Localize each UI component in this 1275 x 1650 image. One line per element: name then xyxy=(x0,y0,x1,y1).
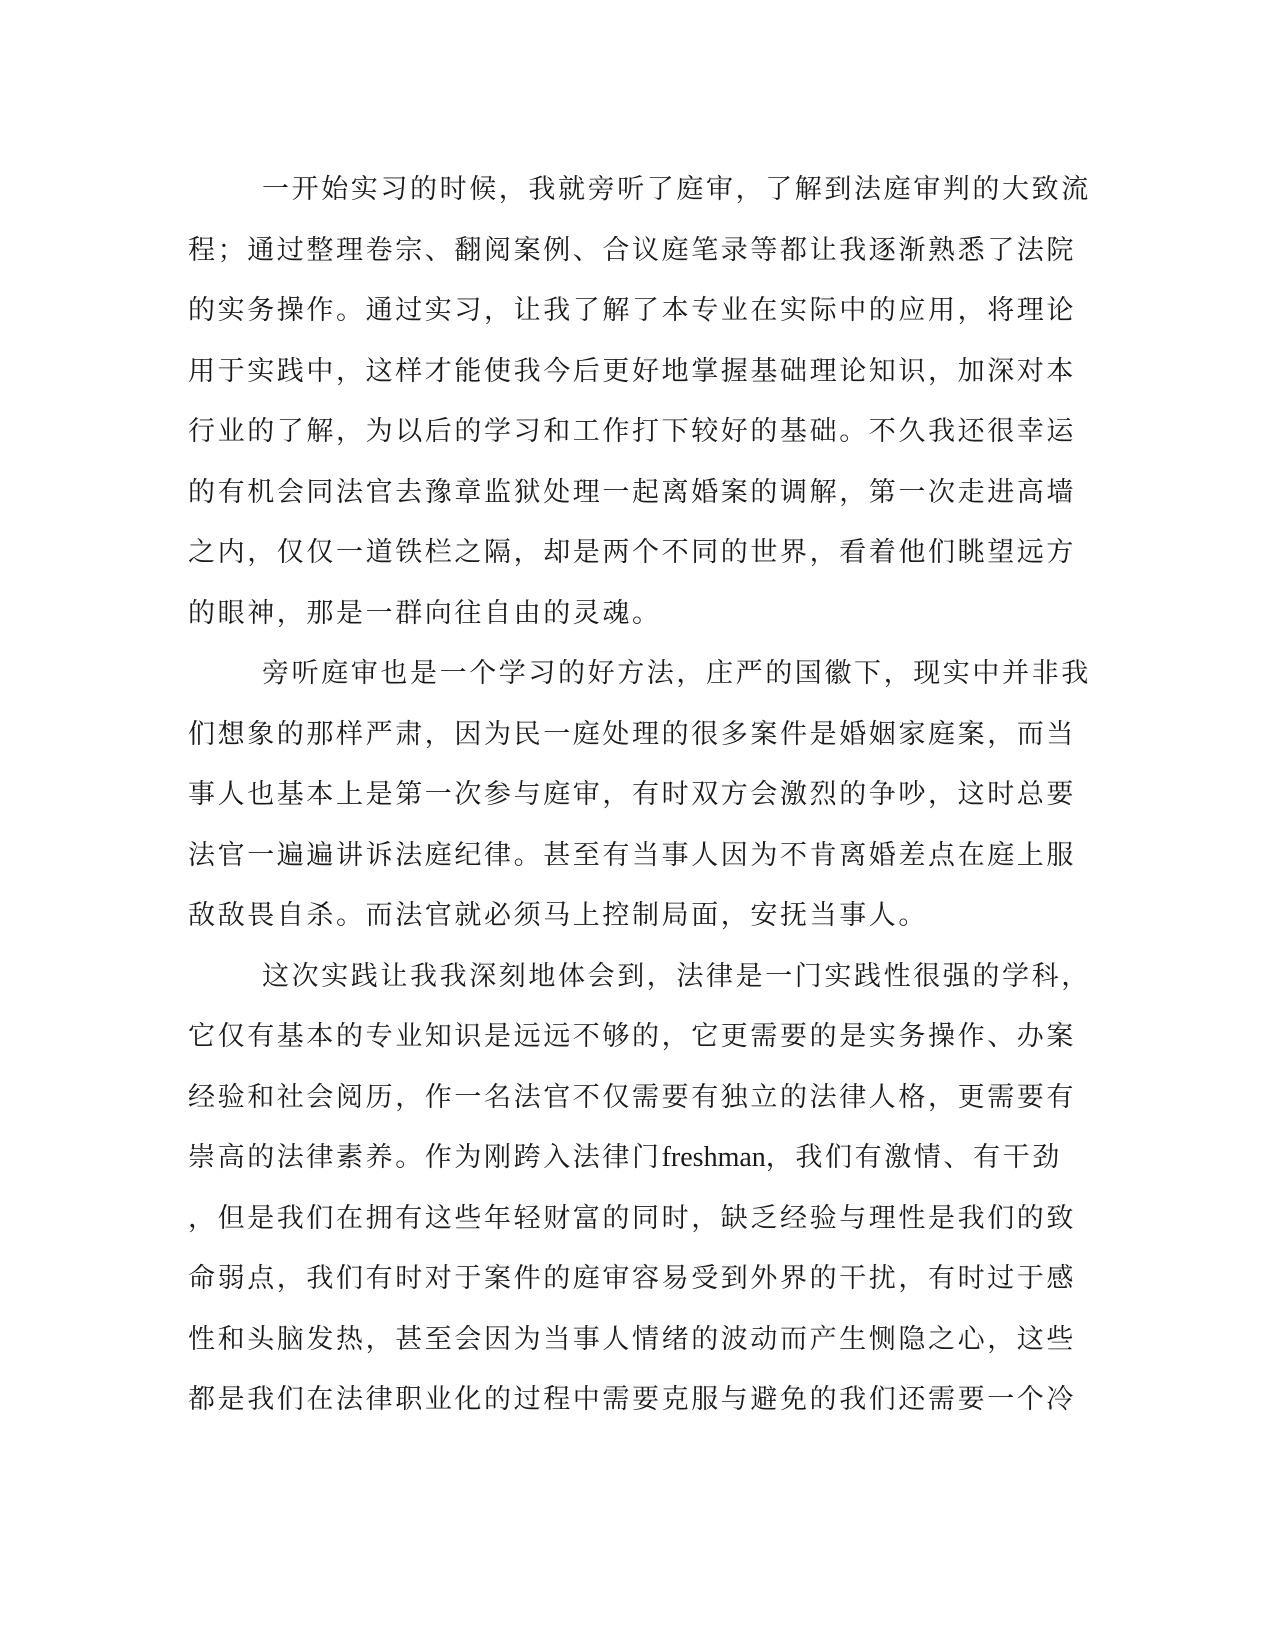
paragraph-1-line-7: 之内，仅仅一道铁栏之隔，却是两个不同的世界，看着他们眺望远方 xyxy=(188,537,1076,568)
paragraph-2-line-5: 敌敌畏自杀。而法官就必须马上控制局面，安抚当事人。 xyxy=(188,900,928,931)
paragraph-1-line-8: 的眼神，那是一群向往自由的灵魂。 xyxy=(188,597,662,629)
paragraph-1-line-2: 程；通过整理卷宗、翻阅案例、合议庭笔录等都让我逐渐熟悉了法院 xyxy=(188,234,1076,266)
paragraph-3-line-4-latin-word: freshman xyxy=(661,1142,766,1173)
paragraph-3-line-6: 命弱点，我们有时对于案件的庭审容易受到外界的干扰，有时过于感 xyxy=(188,1263,1076,1294)
paragraph-3-line-4 xyxy=(188,1128,1068,1189)
paragraph-3-line-8: 都是我们在法律职业化的过程中需要克服与避免的我们还需要一个冷 xyxy=(188,1384,1076,1415)
paragraph-1-line-1: 一开始实习的时候，我就旁听了庭审，了解到法庭审判的大致流 xyxy=(262,174,1091,205)
paragraph-3-line-5: ，但是我们在拥有这些年轻财富的同时，缺乏经验与理性是我们的致 xyxy=(188,1202,1076,1234)
paragraph-1-line-3: 的实务操作。通过实习，让我了解了本专业在实际中的应用，将理论 xyxy=(188,295,1076,326)
paragraph-1-line-5: 行业的了解，为以后的学习和工作打下较好的基础。不久我还很幸运 xyxy=(188,416,1076,447)
paragraph-2-line-1: 旁听庭审也是一个学习的好方法，庄严的国徽下，现实中并非我 xyxy=(262,658,1091,689)
paragraph-3-line-4-part-1: 崇高的法律素养。作为刚跨入法律门 xyxy=(188,1142,662,1173)
paragraph-1-line-6: 的有机会同法官去豫章监狱处理一起离婚案的调解，第一次走进高墙 xyxy=(188,476,1076,508)
paragraph-2-line-2: 们想象的那样严肃，因为民一庭处理的很多案件是婚姻家庭案，而当 xyxy=(188,718,1076,750)
paragraph-2-line-4: 法官一遍遍讲诉法庭纪律。甚至有当事人因为不肯离婚差点在庭上服 xyxy=(188,839,1076,871)
paragraph-3-line-3: 经验和社会阅历，作一名法官不仅需要有独立的法律人格，更需要有 xyxy=(188,1081,1076,1113)
paragraph-3-line-4-part-2: ，我们有激情、有干劲 xyxy=(765,1142,1062,1173)
paragraph-2-line-3: 事人也基本上是第一次参与庭审，有时双方会激烈的争吵，这时总要 xyxy=(188,779,1076,810)
paragraph-3-line-1: 这次实践让我我深刻地体会到，法律是一门实践性很强的学科， xyxy=(262,960,1091,992)
paragraph-3-line-7: 性和头脑发热，甚至会因为当事人情绪的波动而产生恻隐之心，这些 xyxy=(188,1323,1076,1355)
paragraph-1-line-4: 用于实践中，这样才能使我今后更好地掌握基础理论知识，加深对本 xyxy=(188,355,1076,387)
document-body xyxy=(188,160,1091,1431)
paragraph-3-line-2: 它仅有基本的专业知识是远远不够的，它更需要的是实务操作、办案 xyxy=(188,1021,1076,1052)
